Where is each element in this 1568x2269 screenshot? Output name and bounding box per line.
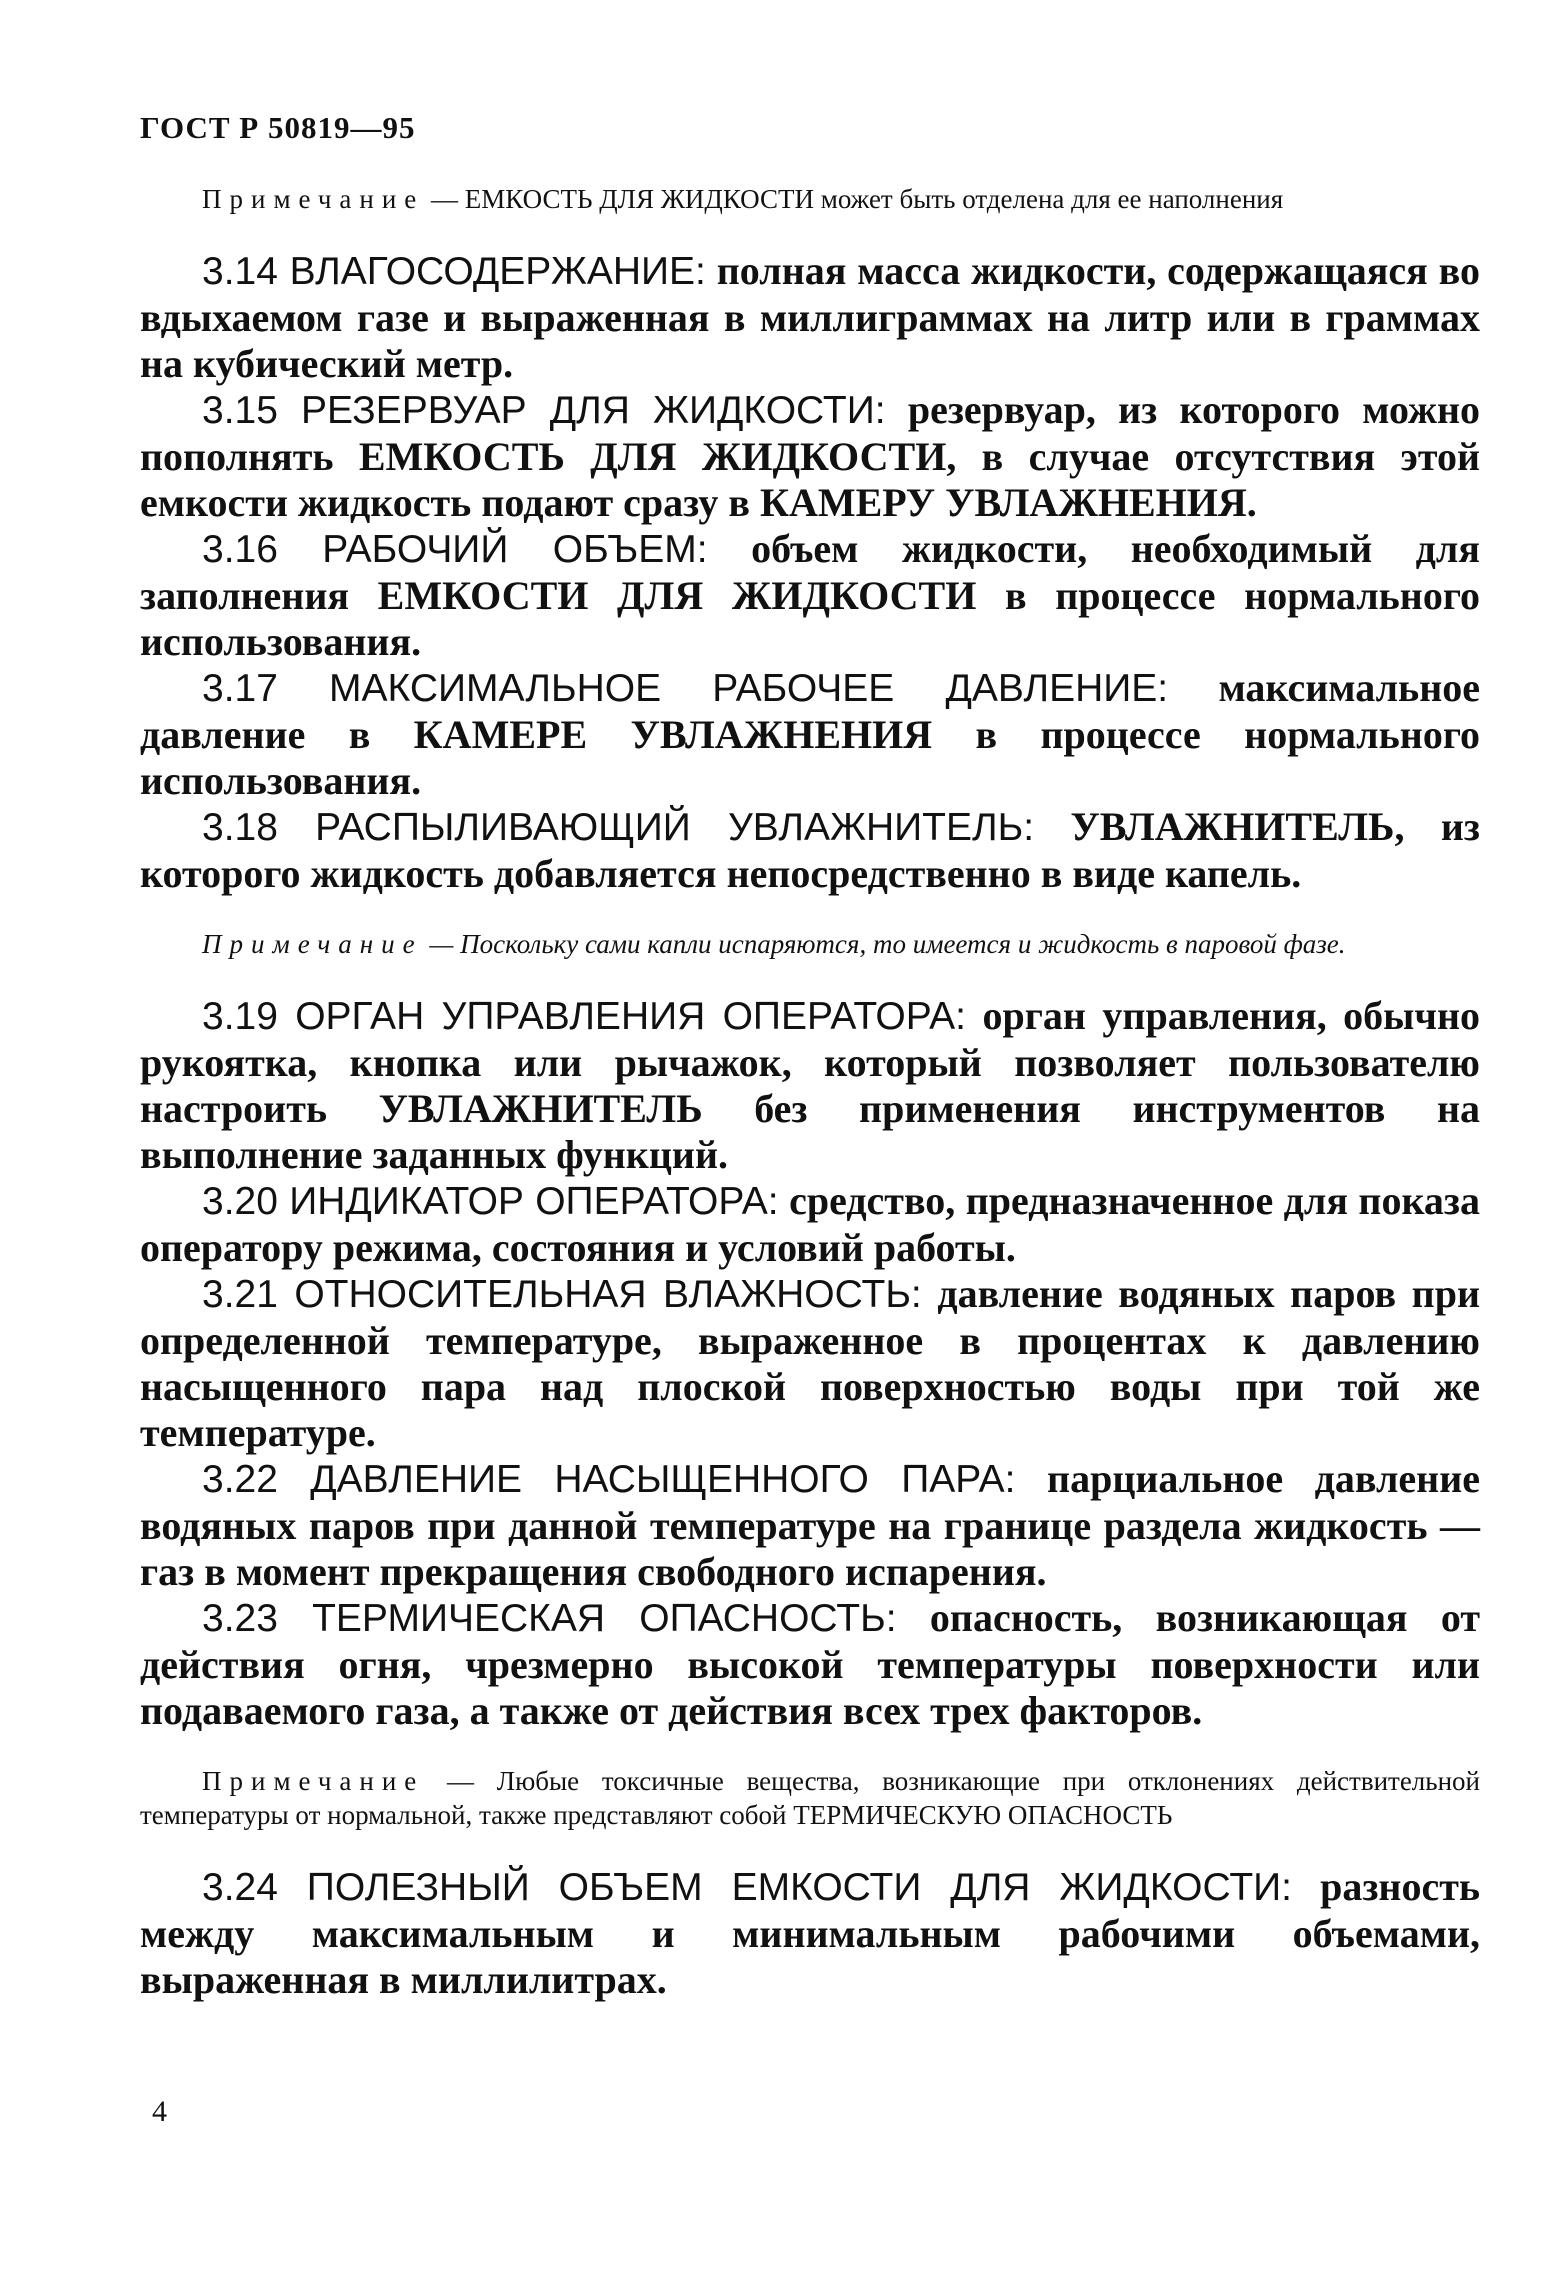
page-number: 4	[152, 2095, 167, 2128]
term-definition: опасность, возникающая от действия огня, чрезмерно высокой температуры поверхности или подаваемого газа, а также от действия всех трех факторов.	[140, 1595, 1481, 1733]
term-definition: максимальное давление в КАМЕРЕ УВЛАЖНЕНИЯ в процессе нормального использования.	[140, 665, 1481, 803]
note-label: Примечание	[202, 184, 425, 214]
note-label: Примечание	[202, 1766, 425, 1796]
term-definition: разность между максимальным и минимальным рабочими объемами, выраженная в миллилитрах.	[140, 1864, 1481, 2002]
note-1	[140, 182, 1480, 216]
term-definition: орган управления, обычно рукоятка, кнопка или рычажок, который позволяет пользователю настроить УВЛАЖНИТЕЛЬ без применения инструментов на выполнение заданных функций.	[140, 993, 1480, 1177]
term-3-22	[140, 1456, 1480, 1595]
term-title: 3.23 ТЕРМИЧЕСКАЯ ОПАСНОСТЬ:	[202, 1597, 897, 1640]
term-title: 3.20 ИНДИКАТОР ОПЕРАТОРА:	[202, 1180, 779, 1223]
term-definition: объем жидкости, необходимый для заполнения ЕМКОСТИ ДЛЯ ЖИДКОСТИ в процессе нормального использования.	[140, 526, 1480, 664]
term-3-14	[140, 248, 1480, 387]
term-3-20	[140, 1178, 1480, 1271]
note-text: — Любые токсичные вещества, возникающие при отклонениях действительной температуры от нормальной, также представляют собой ТЕРМИЧЕСКУЮ ОПАСНОСТЬ	[140, 1766, 1480, 1830]
term-3-19	[140, 993, 1480, 1178]
term-3-18	[140, 804, 1480, 897]
term-3-16	[140, 526, 1480, 665]
note-text: — Поскольку сами капли испаряются, то имеется и жидкость в паровой фазе.	[422, 929, 1346, 959]
term-title: 3.17 МАКСИМАЛЬНОЕ РАБОЧЕЕ ДАВЛЕНИЕ:	[202, 667, 1169, 710]
term-definition: резервуар, из которого можно пополнять ЕМКОСТЬ ДЛЯ ЖИДКОСТИ, в случае отсутствия этой емкости жидкость подают сразу в КАМЕРУ УВЛАЖНЕНИЯ.	[140, 387, 1480, 525]
document-body	[140, 182, 1480, 2003]
term-title: 3.14 ВЛАГОСОДЕРЖАНИЕ:	[202, 250, 706, 293]
term-title: 3.18 РАСПЫЛИВАЮЩИЙ УВЛАЖНИТЕЛЬ:	[202, 806, 1035, 849]
term-definition: полная масса жидкости, содержащаяся во вдыхаемом газе и выраженная в миллиграммах на литр или в граммах на кубический метр.	[140, 248, 1480, 386]
term-3-23	[140, 1595, 1480, 1734]
term-title: 3.24 ПОЛЕЗНЫЙ ОБЪЕМ ЕМКОСТИ ДЛЯ ЖИДКОСТИ:	[202, 1866, 1293, 1909]
term-3-15	[140, 387, 1480, 526]
term-title: 3.15 РЕЗЕРВУАР ДЛЯ ЖИДКОСТИ:	[202, 389, 886, 432]
term-definition: парциальное давление водяных паров при данной температуре на границе раздела жидкость — газ в момент прекращения свободного испарения.	[140, 1456, 1481, 1594]
term-3-17	[140, 665, 1480, 804]
note-label: Примечание	[202, 929, 423, 959]
term-title: 3.19 ОРГАН УПРАВЛЕНИЯ ОПЕРАТОРА:	[202, 995, 967, 1038]
term-3-21	[140, 1271, 1480, 1456]
term-definition: УВЛАЖНИТЕЛЬ, из которого жидкость добавляется непосредственно в виде капель.	[140, 804, 1480, 896]
standard-header: ГОСТ Р 50819—95	[140, 110, 416, 145]
note-text: — ЕМКОСТЬ ДЛЯ ЖИДКОСТИ может быть отделена для ее наполнения	[424, 184, 1284, 214]
term-definition: средство, предназначенное для показа оператору режима, состояния и условий работы.	[140, 1178, 1480, 1270]
term-definition: давление водяных паров при определенной температуре, выраженное в процентах к давлению насыщенного пара над плоской поверхностью воды при той же температуре.	[140, 1271, 1480, 1455]
note-3	[140, 1764, 1480, 1832]
term-3-24	[140, 1864, 1480, 2003]
term-title: 3.21 ОТНОСИТЕЛЬНАЯ ВЛАЖНОСТЬ:	[202, 1273, 922, 1316]
note-2	[140, 927, 1480, 961]
term-title: 3.16 РАБОЧИЙ ОБЪЕМ:	[202, 528, 708, 571]
term-title: 3.22 ДАВЛЕНИЕ НАСЫЩЕННОГО ПАРА:	[202, 1458, 1016, 1501]
